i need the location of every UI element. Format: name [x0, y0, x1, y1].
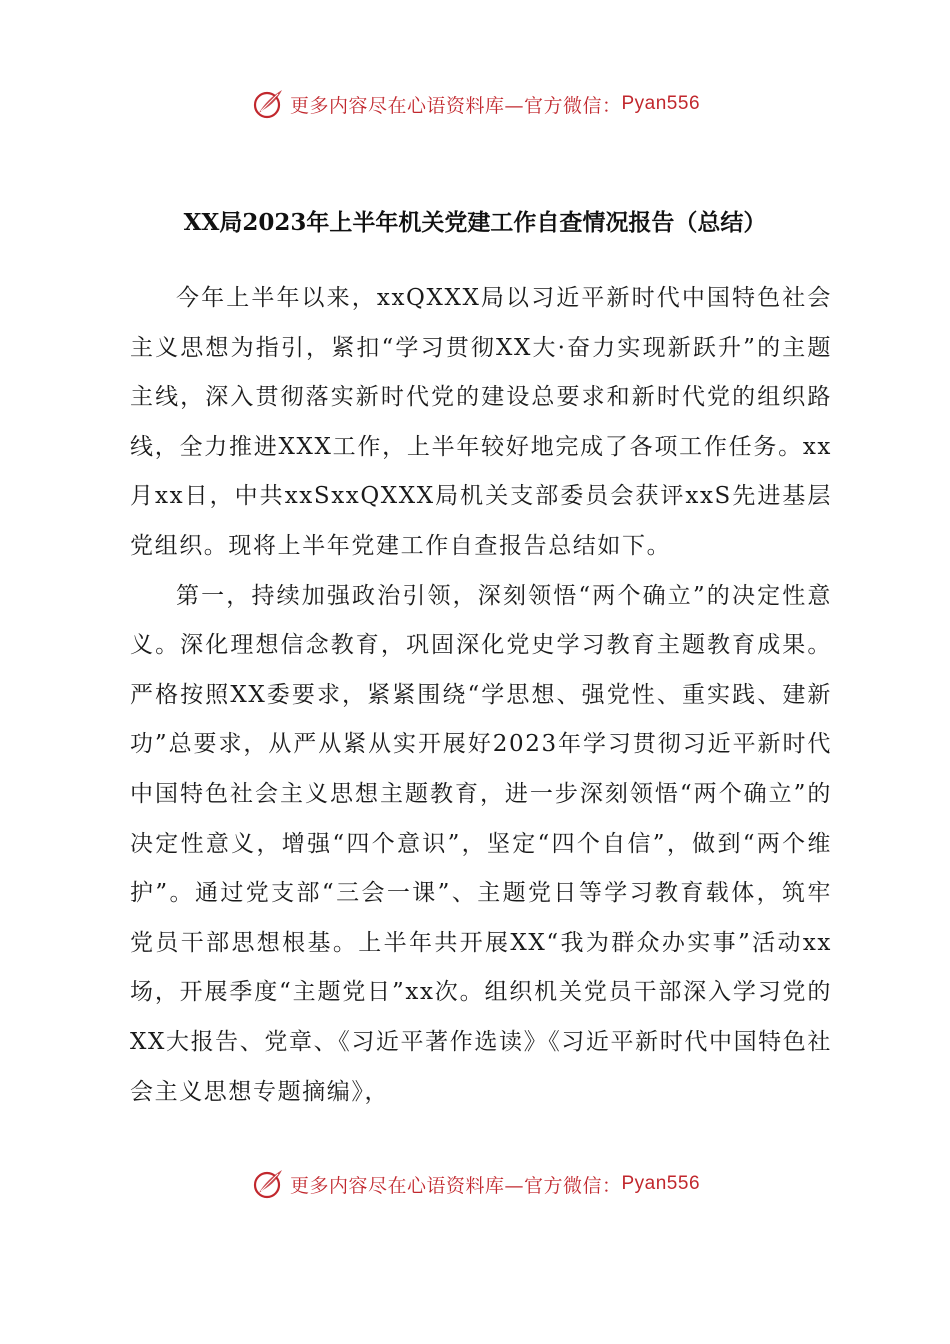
paragraph-intro: 今年上半年以来，xxQXXX局以习近平新时代中国特色社会主义思想为指引，紧扣“学习贯彻XX大·奋力实现新跃升”的主题主线，深入贯彻落实新时代党的建设总要求和新时代党的组织路线，全力推进XXX工作，上半年较好地完成了各项工作任务。xx月xx日，中共xxSxxQXXX局机关支部委员会获评xxS先进基层党组织。现将上半年党建工作自查报告总结如下。: [130, 285, 832, 559]
banner-wechat-id: Pyan556: [621, 1173, 701, 1194]
feather-logo-icon: [250, 86, 286, 122]
paragraph-first-point: 第一，持续加强政治引领，深刻领悟“两个确立”的决定性意义。深化理想信念教育，巩固深化党史学习教育主题教育成果。严格按照XX委要求，紧紧围绕“学思想、强党性、重实践、建新功”总要求，从严从紧从实开展好2023年学习贯彻习近平新时代中国特色社会主义思想主题教育，进一步深刻领悟“两个确立”的决定性意义，增强“四个意识”，坚定“四个自信”，做到“两个维护”。通过党支部“三会一课”、主题党日等学习教育载体，筑牢党员干部思想根基。上半年共开展XX“我为群众办实事”活动xx场，开展季度“主题党日”xx次。组织机关党员干部深入学习党的XX大报告、党章、《习近平著作选读》《习近平新时代中国特色社会主义思想专题摘编》，: [130, 582, 832, 1105]
feather-logo-icon: [250, 1166, 286, 1202]
banner-wechat-id: Pyan556: [621, 93, 701, 114]
banner-text: 更多内容尽在心语资料库—官方微信：: [289, 94, 622, 117]
document-body: [130, 274, 832, 1117]
banner-text: 更多内容尽在心语资料库—官方微信：: [289, 1174, 622, 1197]
document-title: XX局2023年上半年机关党建工作自查情况报告（总结）: [183, 209, 767, 236]
watermark-banner-top: [0, 84, 950, 124]
watermark-banner-bottom: [0, 1164, 950, 1204]
